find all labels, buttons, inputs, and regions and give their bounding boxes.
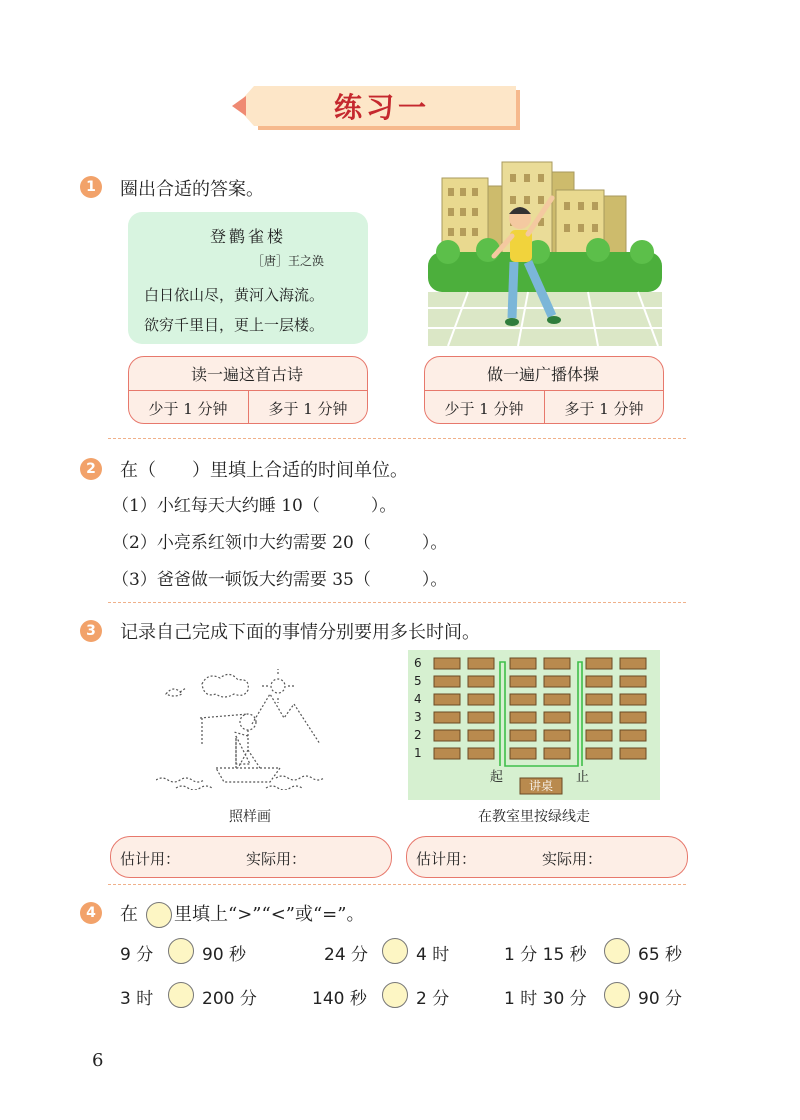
- teacher-desk-label: 讲桌: [528, 779, 553, 793]
- question-2-text: 在（ ）里填上合适的时间单位。: [120, 460, 408, 481]
- actual-label: 实际用：: [542, 850, 603, 868]
- row-label: 1: [414, 746, 422, 760]
- question-1-text: 圈出合适的答案。: [120, 179, 264, 200]
- copy-drawing-illustration: [156, 664, 342, 790]
- compare-answer-circle[interactable]: [604, 982, 630, 1008]
- option-more-than-1-minute[interactable]: 多于 1 分钟: [564, 400, 644, 418]
- choice-box-poem-title: 读一遍这首古诗: [190, 365, 303, 384]
- caption-walk-classroom: 在教室里按绿线走: [478, 809, 590, 825]
- answer-circle-icon: [146, 902, 172, 928]
- compare-right: 65 秒: [638, 945, 683, 965]
- poem-line-1: 白日依山尽，黄河入海流。: [144, 286, 325, 304]
- compare-answer-circle[interactable]: [382, 938, 408, 964]
- poem-line-2: 欲穷千里目，更上一层楼。: [144, 316, 325, 334]
- compare-right: 200 分: [202, 989, 257, 1009]
- compare-left: 3 时: [120, 989, 154, 1009]
- choice-box-exercise-title: 做一遍广播体操: [486, 365, 599, 384]
- row-label: 6: [414, 656, 422, 670]
- option-more-than-1-minute[interactable]: 多于 1 分钟: [268, 400, 348, 418]
- question-4-text-prefix: 在: [120, 904, 138, 925]
- question-number-3: 3: [80, 620, 102, 642]
- compare-answer-circle[interactable]: [168, 982, 194, 1008]
- compare-right: 2 分: [416, 989, 450, 1009]
- row-label: 2: [414, 728, 422, 742]
- start-label: 起: [490, 770, 504, 785]
- section-divider: [108, 438, 686, 439]
- compare-answer-circle[interactable]: [604, 938, 630, 964]
- fill-in-item-3[interactable]: （3）爸爸做一顿饭大约需要 35（ ）。: [112, 570, 448, 590]
- option-less-than-1-minute[interactable]: 少于 1 分钟: [148, 400, 228, 418]
- question-3-text: 记录自己完成下面的事情分别要用多长时间。: [120, 622, 480, 643]
- end-label: 止: [576, 770, 590, 785]
- row-label: 5: [414, 674, 422, 688]
- poem-author: ［唐］王之涣: [252, 254, 325, 268]
- compare-right: 90 秒: [202, 945, 247, 965]
- actual-label: 实际用：: [246, 850, 307, 868]
- exercise-illustration: [428, 156, 662, 346]
- row-label: 3: [414, 710, 422, 724]
- compare-left: 24 分: [324, 945, 369, 965]
- compare-right: 90 分: [638, 989, 683, 1009]
- question-number-4: 4: [80, 902, 102, 924]
- compare-answer-circle[interactable]: [168, 938, 194, 964]
- estimate-label: 估计用：: [416, 850, 477, 868]
- compare-left: 9 分: [120, 945, 154, 965]
- compare-left: 140 秒: [312, 989, 367, 1009]
- caption-copy-drawing: 照样画: [229, 809, 271, 825]
- question-4-text-suffix: 里填上“>”“<”或“=”。: [174, 904, 365, 925]
- section-divider: [108, 602, 686, 603]
- compare-right: 4 时: [416, 945, 450, 965]
- compare-left: 1 时 30 分: [504, 989, 587, 1009]
- row-label: 4: [414, 692, 422, 706]
- page-number: 6: [92, 1050, 104, 1071]
- poem-title: 登鹳雀楼: [209, 227, 286, 246]
- fill-in-item-1[interactable]: （1）小红每天大约睡 10（ ）。: [112, 496, 397, 516]
- compare-left: 1 分 15 秒: [504, 945, 587, 965]
- page-title: 练习一: [333, 91, 430, 124]
- question-number-1: 1: [80, 176, 102, 198]
- compare-answer-circle[interactable]: [382, 982, 408, 1008]
- option-less-than-1-minute[interactable]: 少于 1 分钟: [444, 400, 524, 418]
- estimate-label: 估计用：: [120, 850, 181, 868]
- fill-in-item-2[interactable]: （2）小亮系红领巾大约需要 20（ ）。: [112, 533, 448, 553]
- question-number-2: 2: [80, 458, 102, 480]
- section-divider: [108, 884, 686, 885]
